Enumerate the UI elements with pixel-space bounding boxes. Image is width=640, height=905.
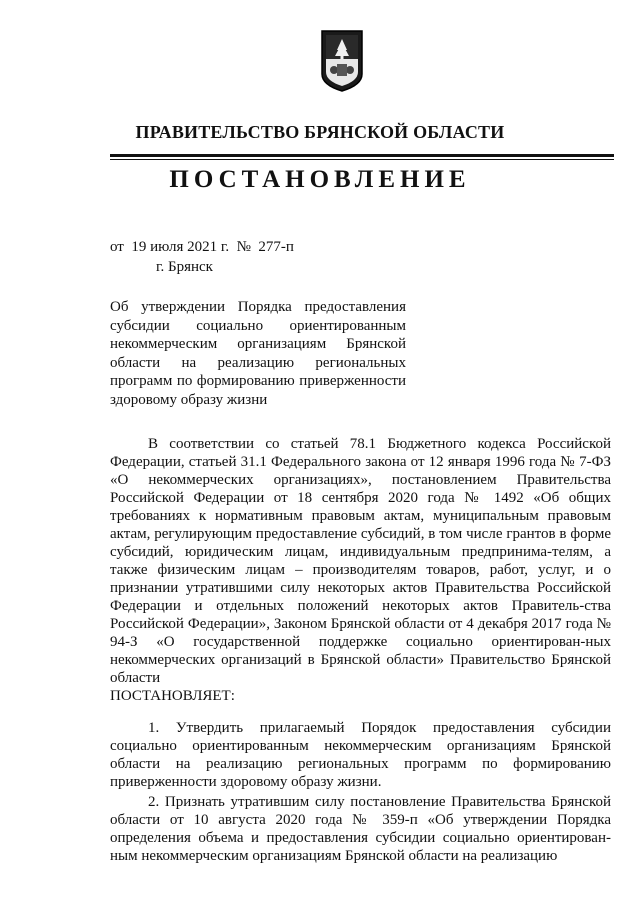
document-subject: Об утверждении Порядка предоставления субсидии социально ориентированным некоммерческим организациям Брянской области на реализацию региональных программ по формированию приверженности здоровому образу жизни bbox=[110, 299, 406, 408]
header-rule-thin bbox=[110, 159, 614, 160]
city-line: г. Брянск bbox=[156, 259, 213, 275]
coat-of-arms-icon bbox=[321, 30, 363, 92]
document-type: ПОСТАНОВЛЕНИЕ bbox=[169, 166, 471, 193]
item-1-paragraph: 1. Утвердить прилагаемый Порядок предоставления субсидии социально ориентированным некоммерческим организациям Брянской области на реализацию региональных программ по формированию приверженности здоровому образу жизни. bbox=[110, 720, 611, 790]
header-rule-thick bbox=[110, 154, 614, 157]
preamble-paragraph: В соответствии со статьей 78.1 Бюджетного кодекса Российской Федерации, статьей 31.1 Федерального закона от 12 января 1996 года № 7-ФЗ «О некоммерческих организациях», постановлением Правительства Российской Федерации от 18 сентября 2020 года № 1492 «Об общих требованиях к нормативным правовым актам, муниципальным правовым актам, регулирующим предоставление субсидий, в том числе грантов в форме субсидий, юридическим лицам, индивидуальным предпринима-телям, а также физическим лицам – производителям товаров, работ, услуг, и о признании утратившими силу некоторых актов Правительства Российской Федерации и отдельных положений некоторых актов Правитель-ства Российской Федерации», Законом Брянской области от 4 декабря 2017 года № 94-З «О государственной поддержке социально ориентирован-ных некоммерческих организаций в Брянской области» Правительство Брянской области bbox=[110, 436, 611, 686]
document-body bbox=[110, 435, 611, 865]
date-number-line: от 19 июля 2021 г. № 277-п bbox=[110, 239, 294, 255]
item-2-paragraph: 2. Признать утратившим силу постановление Правительства Брянской области от 10 августа 2020 года № 359-п «Об утверждении Порядка определения объема и предоставления субсидии социально ориентирован-ным некоммерческим организациям Брянской области на реализацию bbox=[110, 794, 611, 864]
government-name: ПРАВИТЕЛЬСТВО БРЯНСКОЙ ОБЛАСТИ bbox=[135, 122, 505, 142]
document-meta bbox=[110, 237, 294, 277]
decree-word: ПОСТАНОВЛЯЕТ: bbox=[110, 688, 235, 704]
